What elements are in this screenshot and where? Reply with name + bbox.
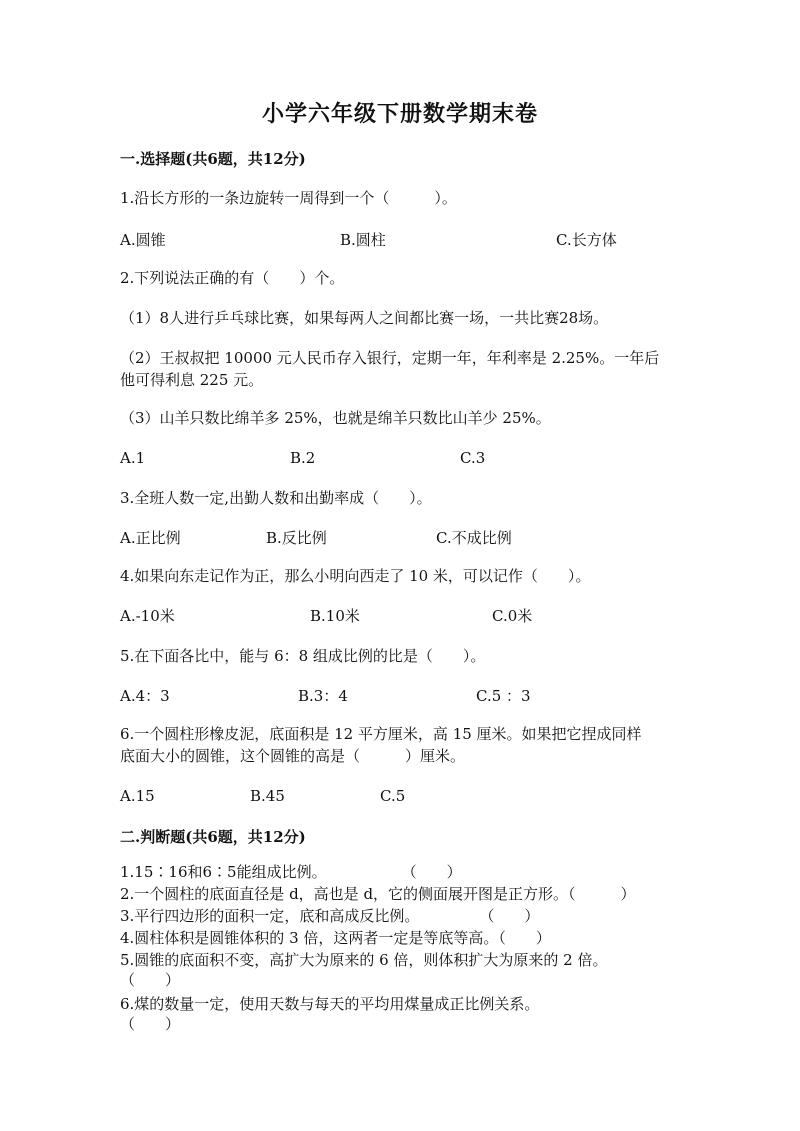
q1-option-c: C.长方体 <box>556 231 617 249</box>
q2-statement-3: （3）山羊只数比绵羊多 25%，也就是绵羊只数比山羊少 25%。 <box>120 409 551 427</box>
section-heading-choice: 一.选择题(共6题，共12分) <box>120 150 306 168</box>
judge-4: 4.圆柱体积是圆锥体积的 3 倍，这两者一定是等底等高。（ ） <box>120 929 551 947</box>
q2-statement-1: （1）8人进行乒乓球比赛，如果每两人之间都比赛一场，一共比赛28场。 <box>120 309 609 327</box>
question-6b: 底面大小的圆锥，这个圆锥的高是（ ）厘米。 <box>120 747 466 765</box>
question-2: 2.下列说法正确的有（ ）个。 <box>120 269 345 287</box>
judge-5b: （ ） <box>120 971 181 989</box>
question-1: 1.沿长方形的一条边旋转一周得到一个（ ）。 <box>120 189 457 207</box>
judge-1: 1.15∶16和6∶5能组成比例。 （ ） <box>120 863 462 881</box>
q5-option-a: A.4：3 <box>120 687 170 705</box>
judge-5a: 5.圆锥的底面积不变，高扩大为原来的 6 倍，则体积扩大为原来的 2 倍。 <box>120 951 608 969</box>
q5-option-c: C.5 ：3 <box>476 687 531 705</box>
section-heading-judge: 二.判断题(共6题，共12分) <box>120 828 306 846</box>
judge-6b: （ ） <box>120 1015 181 1033</box>
judge-3: 3.平行四边形的面积一定，底和高成反比例。 （ ） <box>120 907 540 925</box>
q4-option-b: B.10米 <box>310 607 360 625</box>
q6-option-a: A.15 <box>120 787 155 805</box>
judge-6a: 6.煤的数量一定，使用天数与每天的平均用煤量成正比例关系。 <box>120 995 540 1013</box>
page-title: 小学六年级下册数学期末卷 <box>261 101 538 127</box>
q3-option-c: C.不成比例 <box>436 529 512 547</box>
question-6a: 6.一个圆柱形橡皮泥，底面积是 12 平方厘米，高 15 厘米。如果把它捏成同样 <box>120 725 642 743</box>
q2-statement-2a: （2）王叔叔把 10000 元人民币存入银行，定期一年，年利率是 2.25%。一年后 <box>120 349 660 367</box>
q3-option-b: B.反比例 <box>266 529 327 547</box>
question-5: 5.在下面各比中，能与 6：8 组成比例的比是（ ）。 <box>120 647 486 665</box>
question-3: 3.全班人数一定,出勤人数和出勤率成（ ）。 <box>120 489 432 507</box>
q3-option-a: A.正比例 <box>120 529 181 547</box>
q5-option-b: B.3：4 <box>298 687 348 705</box>
q2-option-c: C.3 <box>460 449 486 467</box>
q4-option-c: C.0米 <box>492 607 533 625</box>
q2-option-a: A.1 <box>120 449 146 467</box>
q6-option-b: B.45 <box>250 787 285 805</box>
question-4: 4.如果向东走记作为正，那么小明向西走了 10 米，可以记作（ ）。 <box>120 567 591 585</box>
q2-option-b: B.2 <box>290 449 316 467</box>
q4-option-a: A.-10米 <box>120 607 175 625</box>
q2-statement-2b: 他可得利息 225 元。 <box>120 371 264 389</box>
q6-option-c: C.5 <box>380 787 406 805</box>
judge-2: 2.一个圆柱的底面直径是 d，高也是 d，它的侧面展开图是正方形。（ ） <box>120 885 636 903</box>
q1-option-a: A.圆锥 <box>120 231 166 249</box>
q1-option-b: B.圆柱 <box>340 231 386 249</box>
